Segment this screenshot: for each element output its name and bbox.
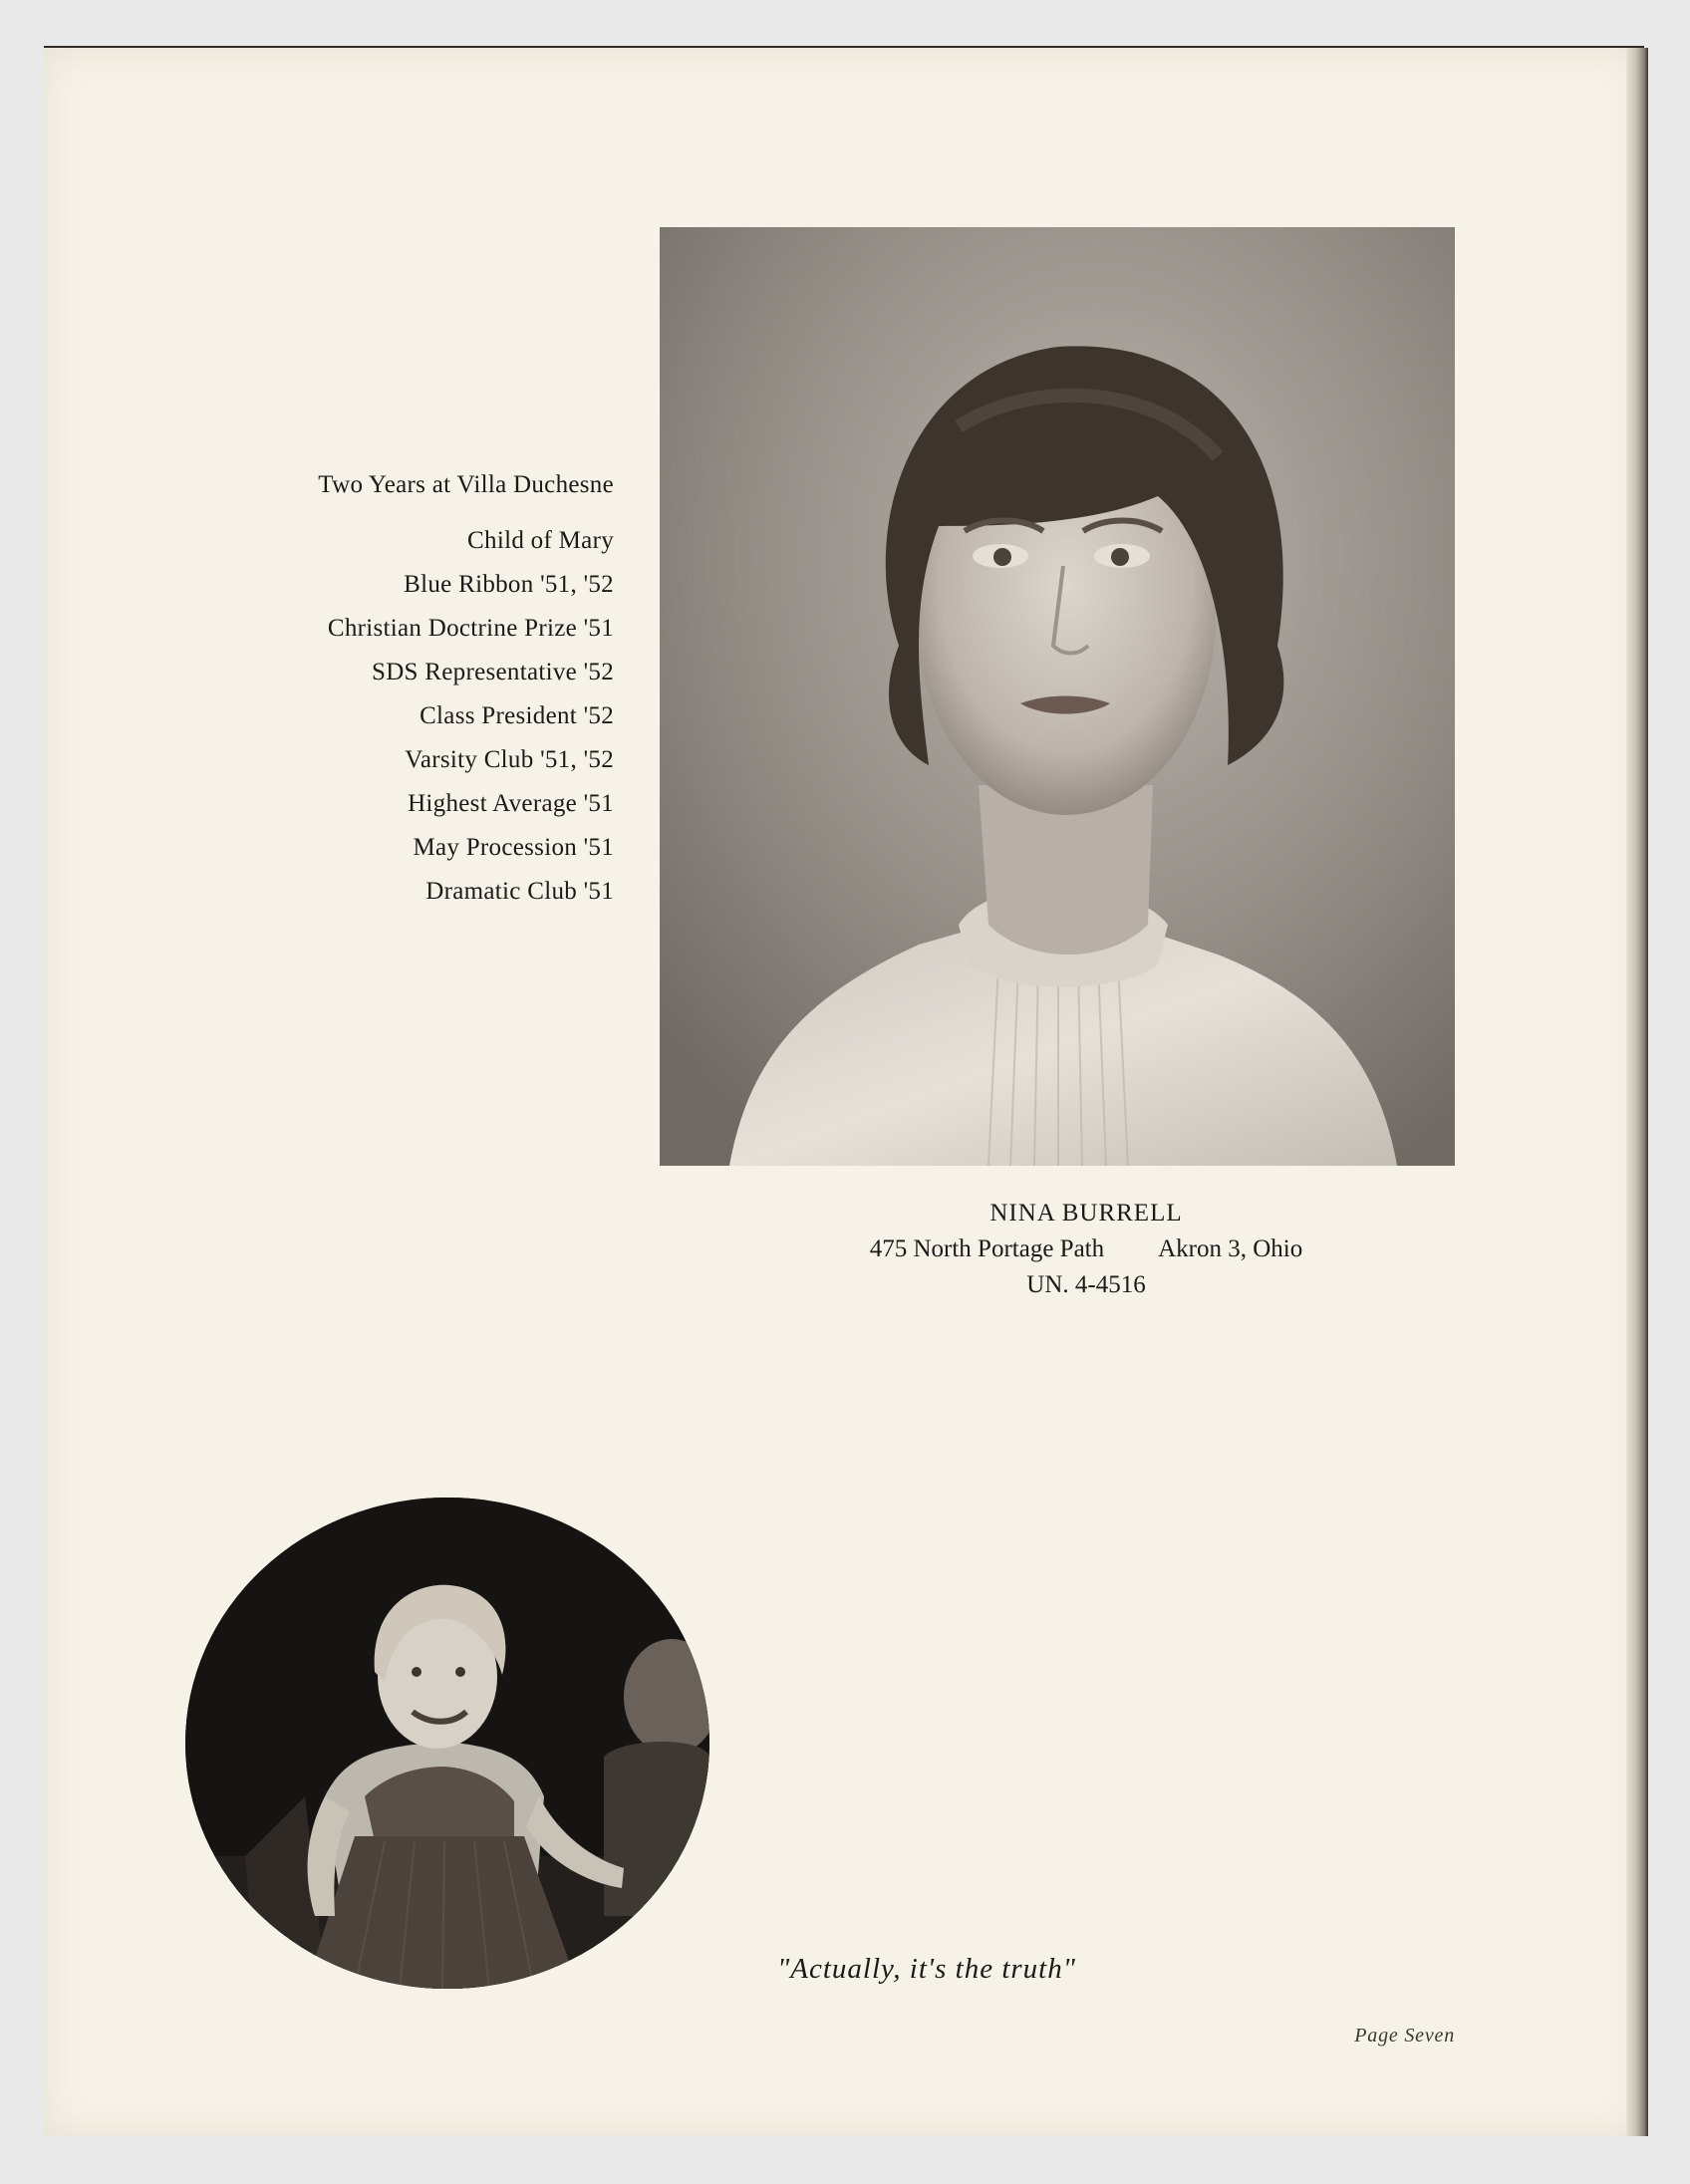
candid-circle-photo bbox=[185, 1498, 709, 1989]
activity-item: Christian Doctrine Prize '51 bbox=[327, 615, 614, 642]
street-address: 475 North Portage Path bbox=[869, 1235, 1105, 1262]
portrait-caption bbox=[737, 1196, 1435, 1303]
activity-item: Blue Ribbon '51, '52 bbox=[404, 571, 614, 598]
activities-items bbox=[199, 519, 614, 914]
activity-item: Dramatic Club '51 bbox=[425, 878, 614, 905]
activity-item: SDS Representative '52 bbox=[371, 659, 614, 685]
senior-quote: "Actually, it's the truth" bbox=[777, 1953, 1076, 1985]
activity-item: Highest Average '51 bbox=[408, 790, 614, 817]
page-number: Page Seven bbox=[1354, 2025, 1455, 2047]
student-name: NINA BURRELL bbox=[989, 1200, 1183, 1227]
senior-portrait-photo bbox=[660, 227, 1455, 1166]
activity-item: Class President '52 bbox=[420, 702, 614, 729]
activity-item: Varsity Club '51, '52 bbox=[405, 746, 614, 773]
portrait-illustration bbox=[660, 227, 1455, 1166]
activity-item: May Procession '51 bbox=[413, 834, 614, 861]
activities-heading: Two Years at Villa Duchesne bbox=[318, 471, 614, 498]
candid-illustration bbox=[185, 1498, 709, 1989]
phone-number: UN. 4-4516 bbox=[1026, 1271, 1146, 1298]
page-binding-edge bbox=[1626, 48, 1648, 2136]
activity-item: Child of Mary bbox=[467, 527, 614, 554]
city-state: Akron 3, Ohio bbox=[1158, 1235, 1303, 1262]
address-line bbox=[737, 1231, 1435, 1267]
activities-list bbox=[199, 463, 614, 914]
